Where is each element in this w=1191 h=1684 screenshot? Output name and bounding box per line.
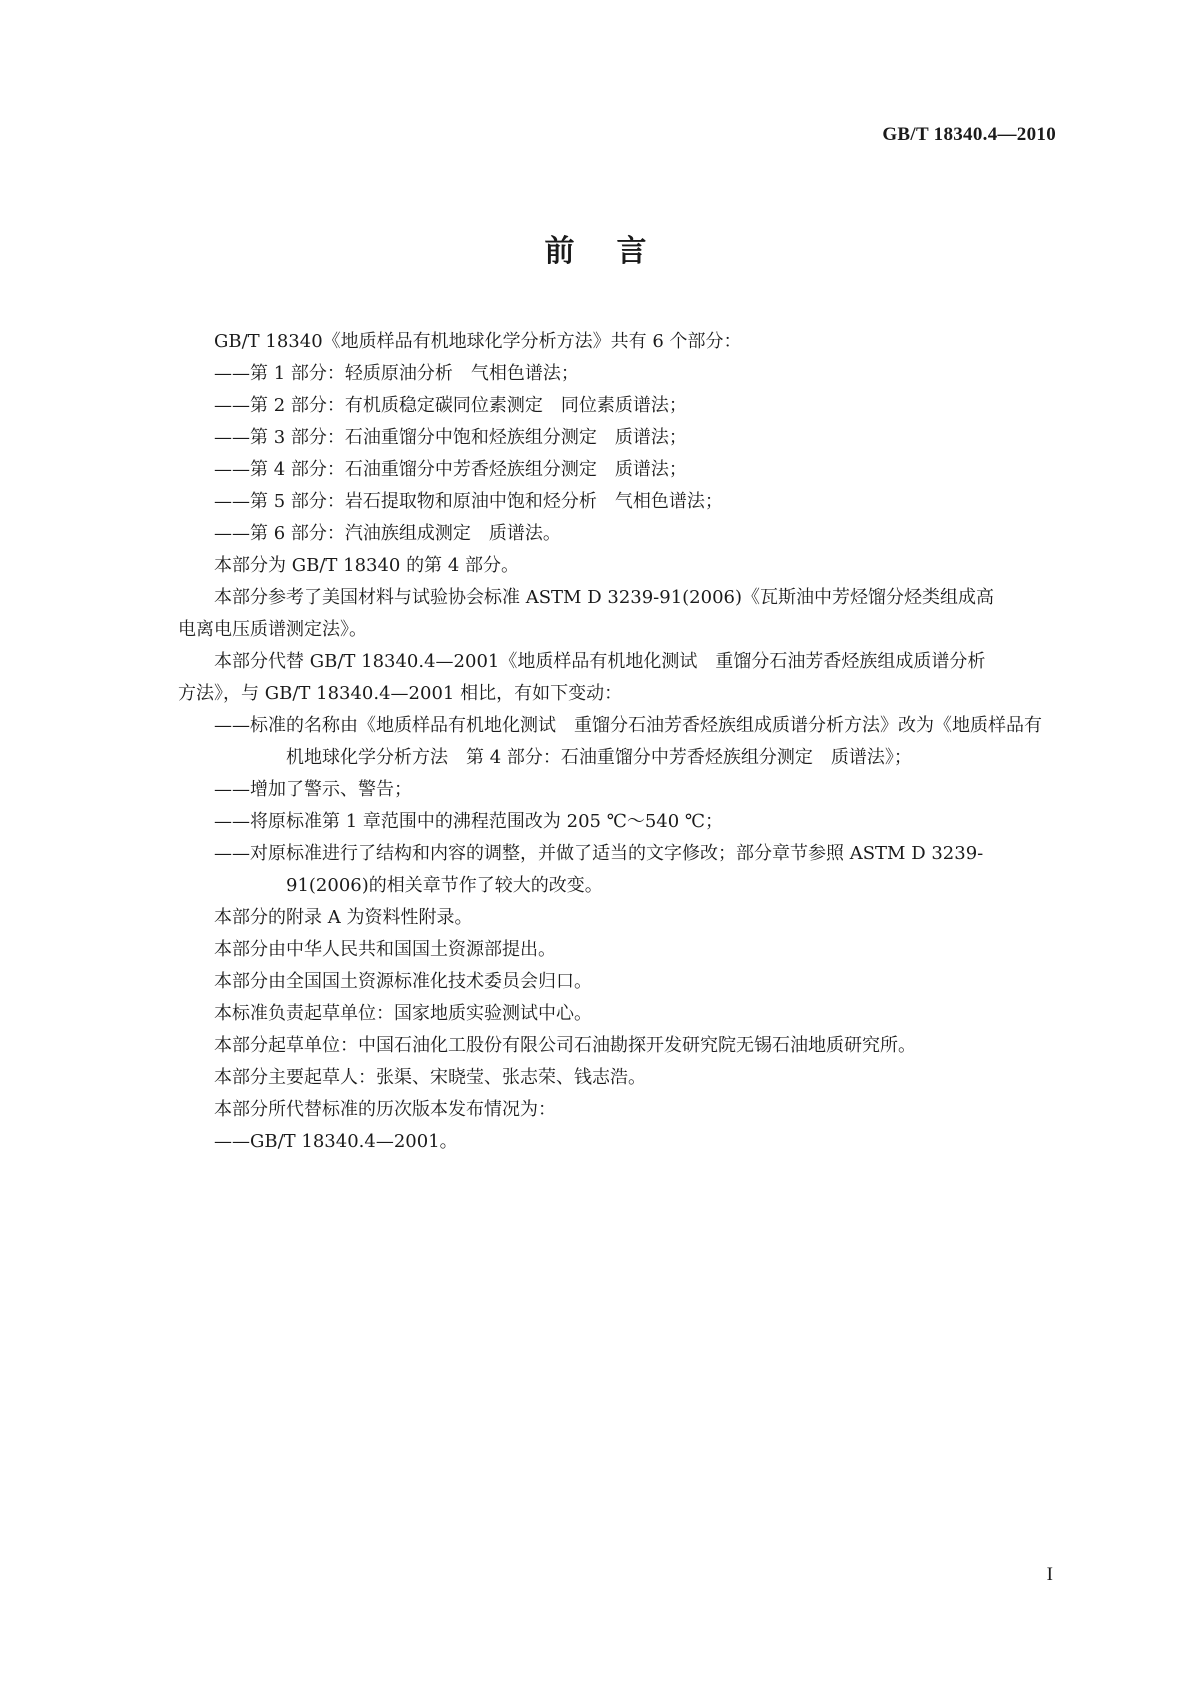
- list-item-change-2: ——增加了警示、警告；: [214, 779, 412, 800]
- paragraph-replace-line-1: 本部分代替 GB/T 18340.4—2001《地质样品有机地化测试 重馏分石油芳香烃族组成质谱分析: [214, 651, 986, 672]
- list-item-part-2: ——第 2 部分：有机质稳定碳同位素测定 同位素质谱法；: [214, 395, 687, 416]
- list-item-change-3: ——将原标准第 1 章范围中的沸程范围改为 205 ℃～540 ℃；: [214, 811, 724, 832]
- paragraph-drafters: 本部分主要起草人：张渠、宋晓莹、张志荣、钱志浩。: [214, 1067, 646, 1088]
- paragraph-drafting-unit: 本部分起草单位：中国石油化工股份有限公司石油勘探开发研究院无锡石油地质研究所。: [214, 1035, 916, 1056]
- list-item-change-1: ——标准的名称由《地质样品有机地化测试 重馏分石油芳香烃族组成质谱分析方法》改为《地质样品有机地球化学分析方法 第 4 部分：石油重馏分中芳香烃族组分测定 质谱法》；: [214, 715, 1042, 768]
- paragraph-intro: GB/T 18340《地质样品有机地球化学分析方法》共有 6 个部分：: [214, 331, 742, 352]
- paragraph-reference-line-1: 本部分参考了美国材料与试验协会标准 ASTM D 3239-91(2006)《瓦斯油中芳烃馏分烃类组成高: [214, 587, 995, 608]
- paragraph-annex: 本部分的附录 A 为资料性附录。: [214, 907, 473, 928]
- page-number: I: [1046, 1564, 1053, 1585]
- paragraph-history: 本部分所代替标准的历次版本发布情况为：: [214, 1099, 556, 1120]
- paragraph-centralized: 本部分由全国国土资源标准化技术委员会归口。: [214, 971, 592, 992]
- list-item-part-5: ——第 5 部分：岩石提取物和原油中饱和烃分析 气相色谱法；: [214, 491, 723, 512]
- paragraph-part4: 本部分为 GB/T 18340 的第 4 部分。: [214, 555, 519, 576]
- list-item-part-1: ——第 1 部分：轻质原油分析 气相色谱法；: [214, 363, 579, 384]
- page-title: 前言: [544, 234, 689, 269]
- paragraph-replace-line-2: 方法》，与 GB/T 18340.4—2001 相比，有如下变动：: [178, 683, 623, 704]
- paragraph-responsible: 本标准负责起草单位：国家地质实验测试中心。: [214, 1003, 592, 1024]
- standard-code: GB/T 18340.4—2010: [882, 124, 1056, 145]
- document-body: [178, 326, 1058, 1158]
- list-item-part-3: ——第 3 部分：石油重馏分中饱和烃族组分测定 质谱法；: [214, 427, 687, 448]
- list-item-change-4: ——对原标准进行了结构和内容的调整，并做了适当的文字修改；部分章节参照 ASTM D 3239-91(2006)的相关章节作了较大的改变。: [214, 843, 984, 896]
- paragraph-proposed: 本部分由中华人民共和国国土资源部提出。: [214, 939, 556, 960]
- list-item-part-6: ——第 6 部分：汽油族组成测定 质谱法。: [214, 523, 561, 544]
- list-item-part-4: ——第 4 部分：石油重馏分中芳香烃族组分测定 质谱法；: [214, 459, 687, 480]
- list-item-history-1: ——GB/T 18340.4—2001。: [214, 1131, 458, 1152]
- paragraph-reference-line-2: 电离电压质谱测定法》。: [178, 619, 367, 640]
